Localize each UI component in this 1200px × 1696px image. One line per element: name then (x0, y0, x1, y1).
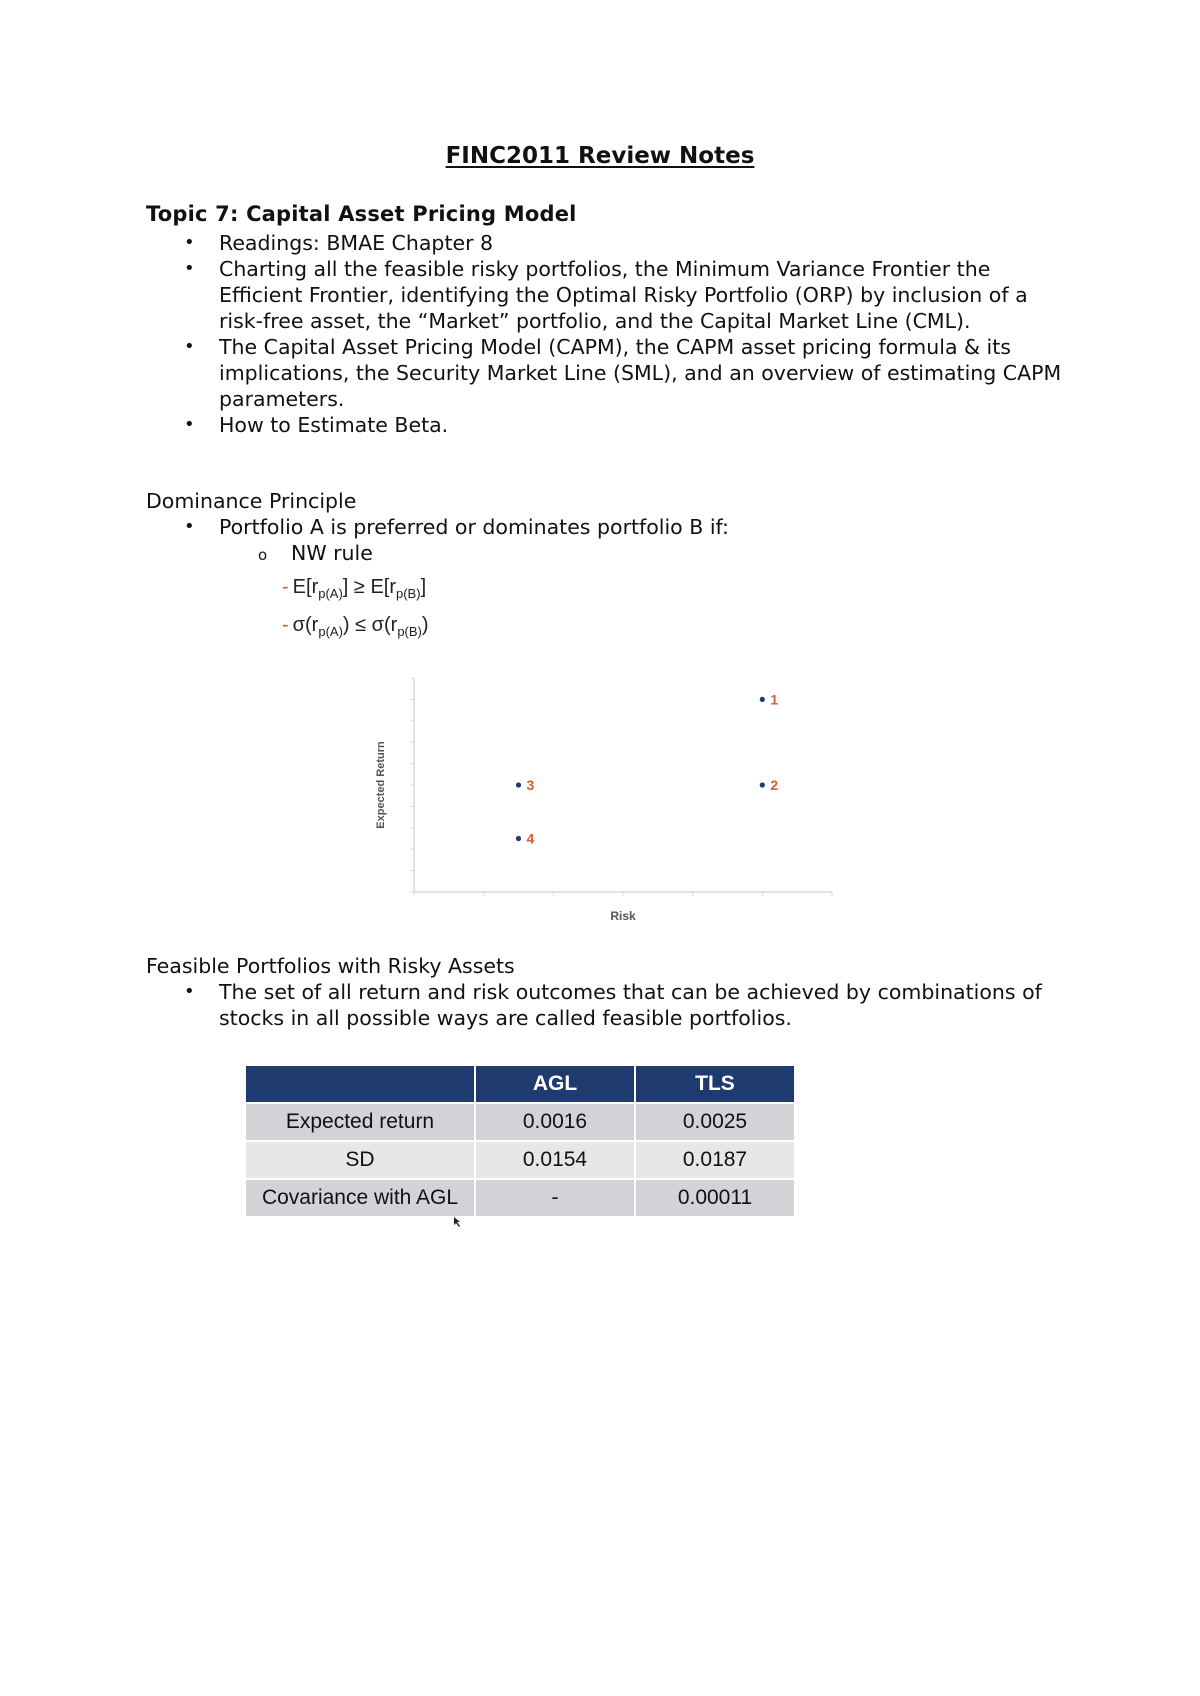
table-cell: 0.0187 (635, 1141, 795, 1179)
y-axis-label: Expected Return (375, 741, 387, 829)
scatter-points (516, 691, 778, 846)
page-title: FINC2011 Review Notes (445, 143, 755, 169)
list-item: • Readings: BMAE Chapter 8 (146, 230, 1076, 256)
feasible-heading: Feasible Portfolios with Risky Assets (146, 954, 515, 978)
point-label-1: 1 (770, 691, 779, 708)
scatter-point-2 (760, 782, 765, 787)
topic-heading: Topic 7: Capital Asset Pricing Model (146, 202, 577, 226)
dominance-bullet-list (146, 514, 1076, 540)
nw-rule-label: NW rule (291, 541, 373, 565)
table-header-row (245, 1065, 795, 1103)
table-cell: Covariance with AGL (245, 1179, 475, 1217)
scatter-point-1 (760, 697, 765, 702)
table-cell: 0.00011 (635, 1179, 795, 1217)
table-row (245, 1141, 795, 1179)
table-cell: 0.0016 (475, 1103, 635, 1141)
table-cell: 0.0025 (635, 1103, 795, 1141)
table-row (245, 1179, 795, 1217)
x-axis-label: Risk (610, 909, 636, 923)
point-label-2: 2 (770, 777, 779, 793)
table-header-cell: TLS (635, 1065, 795, 1103)
table-header-cell: AGL (475, 1065, 635, 1103)
table-cell: 0.0154 (475, 1141, 635, 1179)
expected-return-rule: - $E[r_{p(A)}] \ge E[r_{p(B)}]$ (282, 576, 427, 601)
table-cell: Expected return (245, 1103, 475, 1141)
list-item: • The Capital Asset Pricing Model (CAPM), the CAPM asset pricing formula & its implications, the Security Market Line (SML), and an overview of estimating CAPM parameters. (146, 334, 1076, 412)
risk-rule: - $\sigma(r_{p(A)}) \le \sigma(r_{p(B)})$ (282, 614, 429, 639)
list-item: • Charting all the feasible risky portfolios, the Minimum Variance Frontier the Efficient Frontier, identifying the Optimal Risky Portfolio (ORP) by inclusion of a risk-free asset, the “Market” portfolio, and the Capital Market Line (CML). (146, 256, 1076, 334)
list-item: • How to Estimate Beta. (146, 412, 1076, 438)
table-row (245, 1103, 795, 1141)
list-item: • The set of all return and risk outcomes that can be achieved by combinations of stocks in all possible ways are called feasible portfolios. (146, 979, 1076, 1031)
dash-marker: - (282, 614, 289, 636)
feasible-bullet-list (146, 979, 1076, 1031)
list-item: • Portfolio A is preferred or dominates portfolio B if: (146, 514, 1076, 540)
table-header-cell (245, 1065, 475, 1103)
point-label-4: 4 (526, 830, 535, 847)
dash-marker: - (282, 576, 289, 598)
nw-rule-item (258, 540, 373, 568)
dominance-heading: Dominance Principle (146, 489, 357, 513)
topic-bullet-list (146, 230, 1076, 438)
scatter-point-3 (516, 782, 521, 787)
feasible-table (244, 1064, 796, 1218)
point-label-3: 3 (526, 777, 535, 793)
mouse-cursor-icon (453, 1216, 463, 1228)
table-cell: - (475, 1179, 635, 1217)
dominance-scatter-chart (370, 670, 950, 940)
scatter-point-4 (516, 836, 521, 841)
table-cell: SD (245, 1141, 475, 1179)
circle-bullet-icon: o (258, 546, 268, 564)
